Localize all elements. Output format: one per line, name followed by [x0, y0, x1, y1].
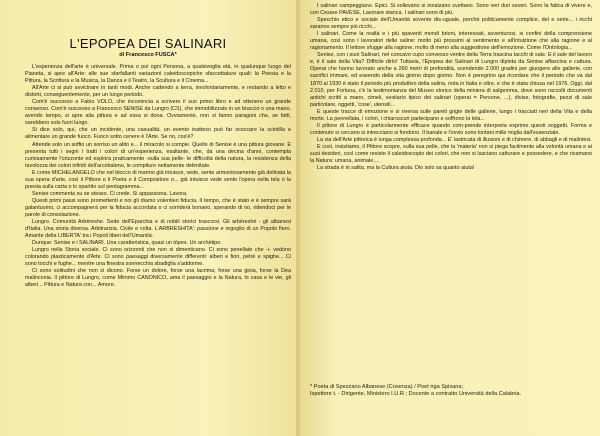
- body-paragraph: Ci sono solitudini che non si dicono. Forse un dolore, forse una lacrima; forse una gioia, forse la Dea malinconia. Il pittore di Lungro, come Mimmo CANONICO, ama il paesaggio e la Natura, lo casa e le vie, gli alberi... Pittura e Natura con... Amore.: [25, 268, 291, 289]
- body-paragraph: Senise, con i suoi Salinari, nel concavo cupo convesso ventre della Terra trascina tacchi di sale. E il sale del lavoro e, è il sale della Vita? Difficile dirlo! Tuttavia, l'Epopea dei Salinari di Lungro dipinta da Senise affascina e cattura. Operai che hanno lavorato anche a 260 metri di profondità, scendendo 2.000 gradini per giungere alle gallerie, con sacrifici immani, ed eseendo della vita giorno dopo giorno. Non è peregrino qui ricordare che il periodo che va dal 1870 al 1930 è stato il periodo più produttivo della salina, nota in Italia e oltre, e che è stata chiusa nel 1976. Oggi, dal 2.010, per Fortuna, c'è la testimonianza del Museo storico della miniera di salgemma, dove sono raccolti documenti antichi scritti a mano, cimeli, vestiario tipico dei salinari (operai = Persone, ...), divise, fotografie, pezzi di sale particolare, oggetti, 'cose', utensili...: [310, 52, 592, 108]
- body-paragraph: La strada è in salita, ma la Cultura aiuta. Dio solo sa quanto aiuta!: [317, 165, 475, 172]
- body-paragraph: Com'è successo a Fabio VOLO, che incomincia a scrivere il suo primo libro e ad ottenere un grande consenso. Com'è successo a Francesco SENISE da Lungro (CS), che immobilizzato in un braccio o una mano, avendo tempo, si apre alla pittura e ad essa si dona. Ovviamente, non si fanno paragoni che, se fatti, sarebbero solo fuori luogo.: [25, 99, 291, 127]
- body-paragraph: I salinari. Come la realtà e i più spaventi mondi brioni, interessati, avventurosi, si confini della comprensione umana, così sono i lavoratori delle saline: molto più prossimi al sentimento e all'intuizione che alla ragione e al ragionamento. Il lettore sfugge alla ragione, molto di meno alla suggestione dell'emozione. Come l'Ontologia...: [310, 31, 592, 52]
- right-page: [300, 0, 600, 436]
- body-paragraph: I salinari campeggiano. Epici. Si sollevano si innalzano svettano. Sono veri duri severi. Sono la fatica di vivere e, con Cesare PAVESE, Lavorare stanca. I salinari sono di più.: [310, 3, 592, 17]
- body-paragraph: Attende solo un soffio un sorriso un alito e... il miracolo si compie. Quello di Senise è una pittura giovane. E presenta tutti i segni i tratti i colori di un'esperienza, esaltante, che, da una decina d'anni, contempla curiosamente l'orizzonte ed esplora praticamente -sulla sua pelle- le difficoltà della natura, la resistenza della tavolozza dei colori infiniti dell'arcobaleno, le compiture nettamente delimitate.: [25, 141, 291, 169]
- essay-author: di Francesco FUSCA*: [119, 52, 177, 58]
- body-paragraph: Si dice solo, qui, che un incidente, una casualità, un evento inatteso può far scoccare la scintilla e alimentare un grande fuoco. Fuoco sotto cenere è l'Arte. Se no, cos'è?: [25, 127, 291, 141]
- body-paragraph: Senise commenta su se stesso. Ci crede. Si appassiona. Lavora.: [32, 190, 188, 197]
- body-paragraph: E queste tracce di emozione e si riversa sulle pareti grigie delle gallerie, lungo i tracciati neri della Vita e della morte. La pennellata, i colori, i chiaroscuri partecipano e soffrono la tela...: [310, 108, 592, 122]
- body-paragraph: Lungro. Comunità Arbëreshe. Sede dell'Eparchia e di nobili storici trascorsi. Gli arbëreshë - gli albanesi d'Italia. Una storia diversa. Arbitrarizia. Civile e colta. L'ARBRESHITA': passione e orgoglio di un Popolo fiero. Amante della LIBERTA' tra i Popoli liberi dell'Umanità.: [25, 219, 291, 240]
- body-paragraph: Il pittore di Lungro è particolarmente efficace quando com-prende interpreta esprime questi soggetti. Forma e contenuto si cercano si intrecciano si fondono. Il banale e l'ovvio sono lontani mille miglia dall'essenziale.: [310, 122, 592, 136]
- left-page: [0, 0, 296, 436]
- essay-title: L'EPOPEA DEI SALINARI: [69, 36, 227, 51]
- footnote: * Poeta di Spezzano Albanese (Cosenza) / Poet nga Spixana;: [310, 384, 463, 390]
- right-body-text: [310, 3, 592, 172]
- author-notes: [310, 384, 560, 398]
- body-paragraph: E come MICHELANGELO che nel blocco di marmo già intuisce, vede, sente armoniosamente già delinata la sua opera d'arte, così il Pittore o il Poeta o il Compositore o... già intuisce vede sente l'opera nella tela o la poesia sulla carta o lo spartito sul pentagramma...: [25, 169, 291, 190]
- body-paragraph: Specchio etico e sociale dell'Umanità sovente dis-uguale, perché politicamente complice, del e serie... i ricchi saranno sempre più ricchi...: [310, 17, 592, 31]
- body-paragraph: L'esperienza dell'arte è universale. Prima o poi ogni Persona, a qualsivoglia età, in qualunque luogo del Pianeta, si apre all'Arte: alle sue sfarfallanti variazioni caleidoscopiche sfaccettature quali: la Poesia e la Pittura, la Scrittura e la Musica, la Danza e il Teatro, la Scultura e il Cinema...: [25, 64, 291, 85]
- body-paragraph: Lungro nella Storia sociale. Ci sono orizzonti che non si dimenticano. Ci sono penellate che -i- vedono colorando plasticamente d'Arte. Ci sono paesaggi diversamente differenti: alberi e fiori, petrè e spighe... Ci sono tocchi e fughe... mentre una finestra sonnecchia sbadiglia s'addorme.: [25, 247, 291, 268]
- left-body-text: [25, 64, 291, 290]
- body-paragraph: All'Arte ci si può avvicinare in tanti modi. Anche cadendo a terra, involontariamente, e restando a letto e distorti, conseguentemente, per un lungo periodo.: [25, 85, 291, 99]
- footnote: Ispettore t. - Dirigente, Ministero I.U.R.; Docente a contratto Università della Calabria.: [310, 391, 522, 398]
- body-paragraph: Dunque: Senise e i SALINARI. Una caratteristica, quasi un tòpos. Un archètipo.: [32, 240, 222, 247]
- body-paragraph: E così, insistiamo, il Pittore scopre, sulla sua pelle, che la 'materia' non si piega facilmente alla volontà umana e ai suoi desideri, così come resiste il caleidoscopio dei colori, che non si lasciano catturare e possedere, e che ricamano la Natura: umana, animale,...: [310, 143, 592, 165]
- body-paragraph: Questi primi passi sono promettenti e noi gli diamo volentieri fiducia. Il tempo, che è stato e è sempre sarà galantuomo, ci accompagnerà per la fiducia accordata o ci sorriderà bonario, sperando di no, ridendoci per le parole di consolazione.: [25, 197, 291, 218]
- body-paragraph: La via dell'Arte pittorica è lunga complessa profonda... E' lastricata di illusioni e di chimere, di abbagli e di malintesi.: [317, 136, 592, 143]
